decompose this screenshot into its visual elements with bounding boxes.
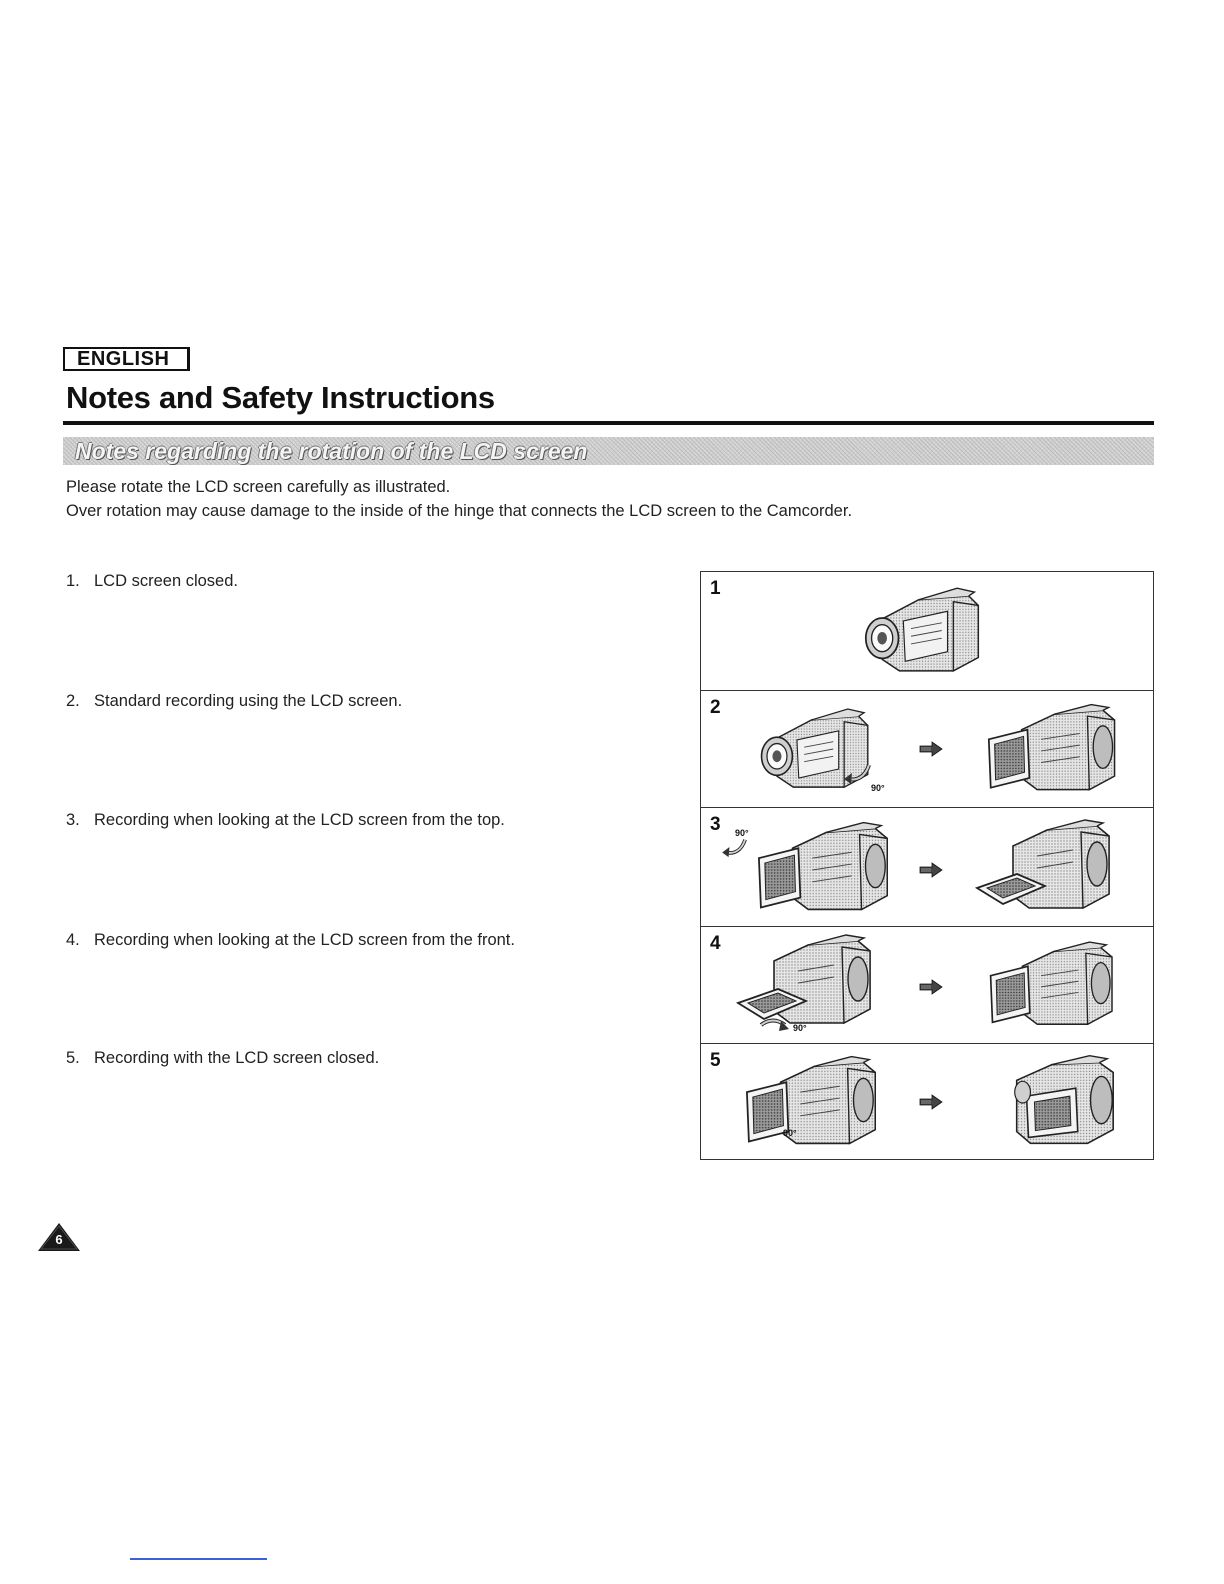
next-step-arrow-icon [919,1094,943,1110]
step-item-1 [66,572,238,591]
rotation-arrow-icon [843,757,903,797]
step-item-3 [66,811,505,830]
rotation-degree-marker [779,1122,815,1146]
step-item-5 [66,1049,379,1068]
figure-panel-5 [701,1044,1153,1161]
next-step-arrow-icon [919,741,943,757]
title-divider [63,421,1154,425]
page-number-marker [37,1222,81,1252]
rotation-degree: 90° [783,1128,797,1138]
step-text: Recording when looking at the LCD screen from the top. [94,811,505,829]
figure-panel-2 [701,691,1153,808]
step-number: 4. [66,931,80,949]
language-badge: ENGLISH [63,347,190,371]
step-text: Recording with the LCD screen closed. [94,1049,380,1067]
intro-line-2: Over rotation may cause damage to the inside of the hinge that connects the LCD screen to the Camcorder. [66,502,853,520]
figure-panel-1 [701,572,1153,691]
panel-number: 5 [710,1050,721,1071]
figure-panel-4 [701,927,1153,1044]
step-number: 1. [66,572,80,590]
step-item-4 [66,931,515,950]
rotation-arrow-icon [759,1015,819,1041]
rotation-degree: 90° [871,783,885,793]
lcd-rotation-figure [700,571,1154,1160]
section-banner [63,437,1154,465]
panel-number: 4 [710,933,721,954]
rotation-degree: 90° [793,1023,807,1033]
page-number: 6 [55,1232,63,1247]
rotation-degree: 90° [735,828,749,838]
camcorder-lcd-flat-icon [973,816,1123,916]
next-step-arrow-icon [919,862,943,878]
camcorder-closed-icon [861,578,986,683]
intro-line-1: Please rotate the LCD screen carefully as illustrated. [66,478,451,496]
step-text: Recording when looking at the LCD screen from the front. [94,931,515,949]
panel-number: 2 [710,697,721,718]
camcorder-lcd-open-icon [983,697,1128,801]
section-heading: Notes regarding the rotation of the LCD screen [75,438,588,464]
camcorder-lcd-facing-out-icon [997,1052,1125,1152]
step-text: LCD screen closed. [94,572,238,590]
step-number: 5. [66,1049,80,1067]
step-number: 3. [66,811,80,829]
page-title: Notes and Safety Instructions [66,380,495,415]
next-step-arrow-icon [919,979,943,995]
camcorder-lcd-open-icon [753,816,901,920]
step-text: Standard recording using the LCD screen. [94,692,403,710]
camcorder-lcd-front-icon [741,1050,889,1154]
figure-panel-3 [701,808,1153,927]
step-number: 2. [66,692,80,710]
panel-number: 1 [710,578,721,599]
camcorder-lcd-front-icon [985,933,1125,1037]
footer-rule [130,1558,267,1560]
panel-number: 3 [710,814,721,835]
step-item-2 [66,692,402,711]
